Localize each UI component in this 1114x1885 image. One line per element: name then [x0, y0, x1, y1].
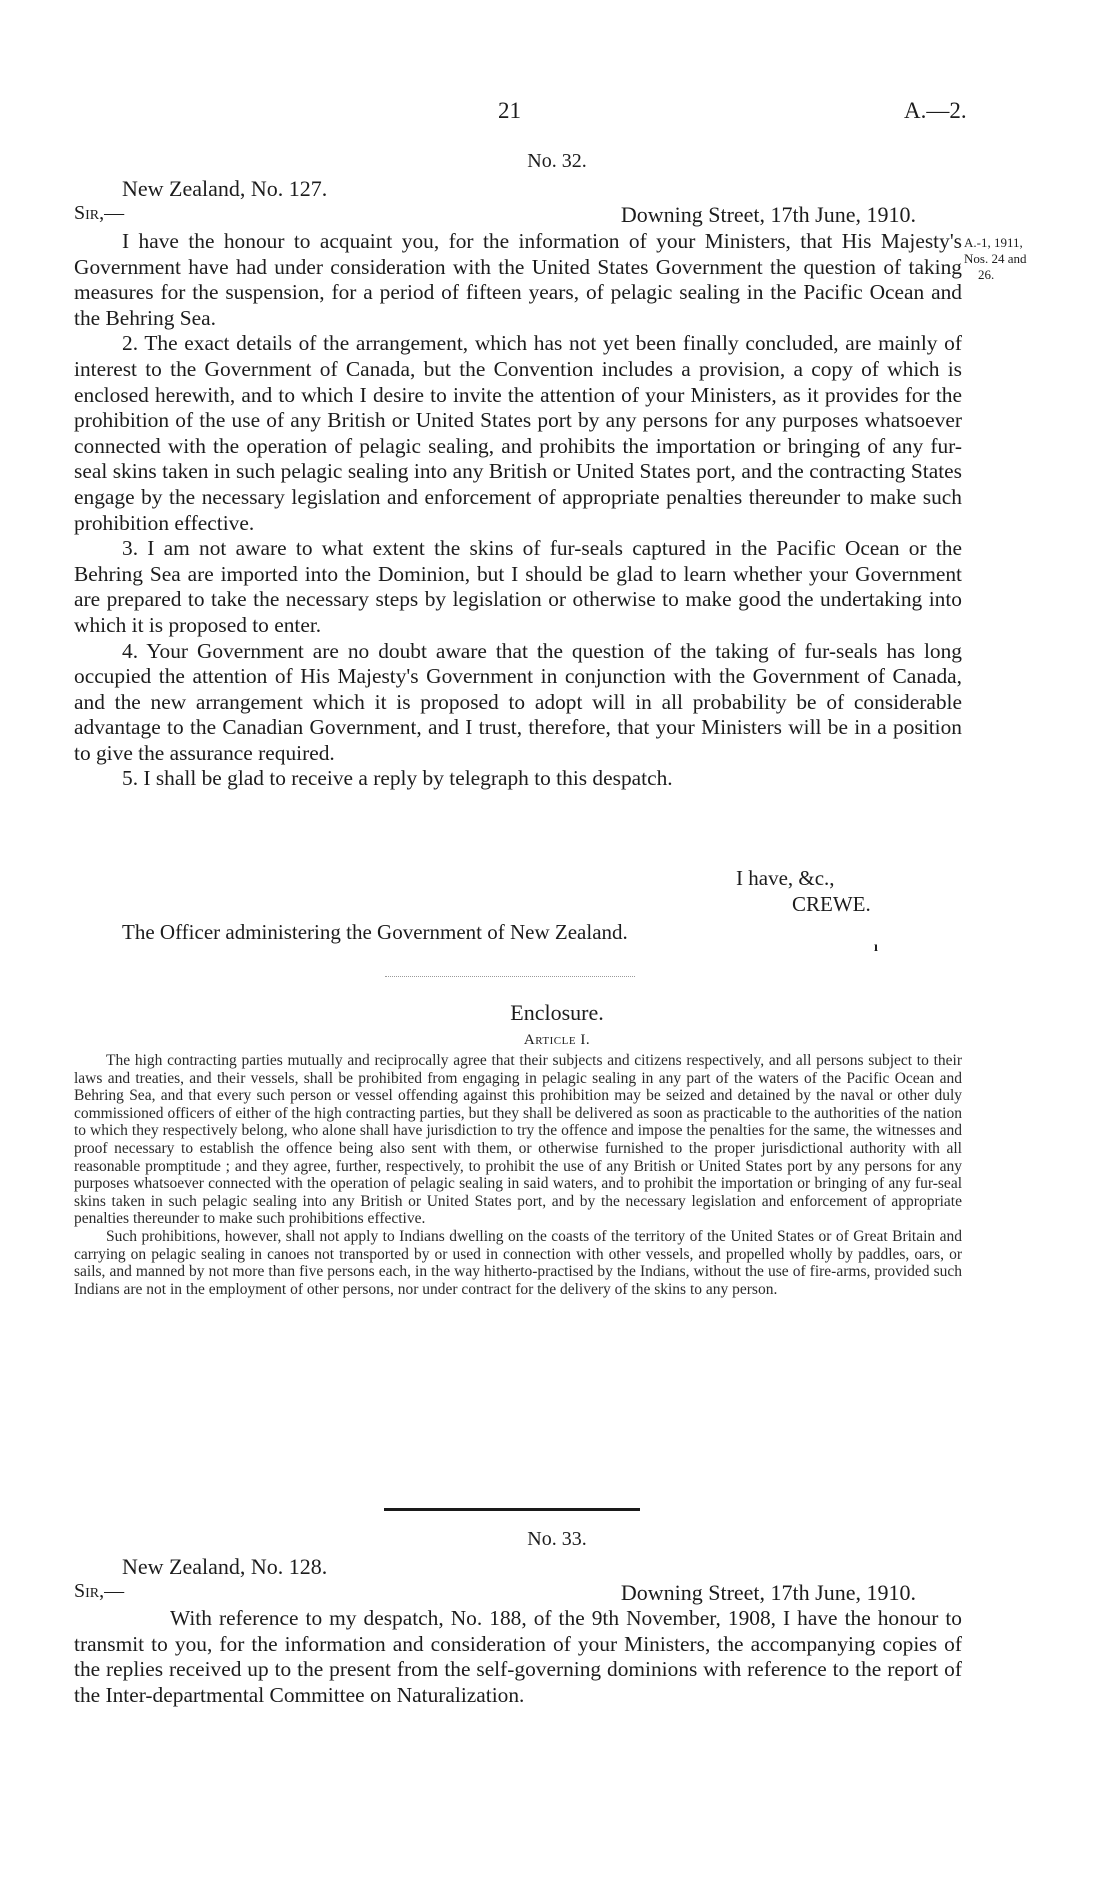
body-paragraph: 3. I am not aware to what extent the skins of fur-seals captured in the Pacific Ocean or the Behring Sea are imported into the Dominion, but I should be glad to learn whether your Government are prepared to take the necessary steps by legislation or otherwise to make good the undertaking into which it is proposed to enter. — [74, 536, 962, 637]
body-paragraph: With reference to my despatch, No. 188, of the 9th November, 1908, I have the honour to transmit to you, for the information and consideration of your Ministers, the accompanying copies of the replies received up to the present from the self-governing dominions with reference to the report of the Inter-departmental Committee on Naturalization. — [74, 1606, 962, 1707]
enclosure-body — [74, 1052, 962, 1298]
dateline: Downing Street, 17th June, 1910. — [620, 1580, 916, 1605]
despatch-body — [74, 229, 962, 792]
margin-note-line: A.-1, 1911, — [964, 235, 1023, 250]
section-rule — [384, 1508, 640, 1511]
signature: CREWE. — [792, 892, 871, 916]
margin-note-line: Nos. 24 and — [964, 251, 1027, 266]
stray-mark: ı — [874, 940, 878, 955]
enclosure-paragraph: Such prohibitions, however, shall not apply to Indians dwelling on the coasts of the territory of the United States or of Great Britain and carrying on pelagic sealing in canoes not transported by or used in connection with other vessels, and propelled wholly by paddles, oars, or sails, and manned by not more than five persons each, in the way hitherto-practised by the Indians, without the use of fire-arms, provided such Indians are not in the employment of other persons, nor under contract for the delivery of the skins to any person. — [74, 1227, 962, 1298]
margin-note-line: 26. — [978, 267, 995, 282]
despatch-number: No. 32. — [527, 150, 587, 172]
article-title: Article I. — [523, 1032, 591, 1048]
despatch-recipient: New Zealand, No. 127. — [122, 176, 328, 201]
document-reference: A.—2. — [904, 98, 967, 123]
despatch-recipient: New Zealand, No. 128. — [122, 1554, 328, 1579]
salutation: Sir,— — [74, 202, 125, 224]
body-paragraph: 2. The exact details of the arrangement, which has not yet been finally concluded, are mainly of interest to the Government of Canada, but the Convention includes a provision, a copy of which is enclosed herewith, and to which I desire to invite the attention of your Ministers, as it provides for the prohibition of the use of any British or United States port by any persons for any purposes whatsoever connected with the operation of pelagic sealing, and prohibits the importation or bringing of any fur-seal skins taken in such pelagic sealing into any British or United States port, and the contracting States engage by the necessary legislation and enforcement of appropriate penalties thereunder to make such prohibition effective. — [74, 331, 962, 535]
despatch-number: No. 33. — [527, 1528, 587, 1550]
margin-note — [964, 235, 1062, 283]
body-paragraph: I have the honour to acquaint you, for the information of your Ministers, that His Majesty's Government have had under consideration with the United States Government the question of taking measures for the suspension, for a period of fifteen years, of pelagic sealing in the Pacific Ocean and the Behring Sea. — [74, 229, 962, 330]
body-paragraph: 5. I shall be glad to receive a reply by telegraph to this despatch. — [122, 766, 673, 791]
salutation: Sir,— — [74, 1580, 125, 1602]
enclosure-title: Enclosure. — [510, 1000, 604, 1025]
addressee: The Officer administering the Government of New Zealand. — [122, 920, 628, 944]
enclosure-paragraph: The high contracting parties mutually and reciprocally agree that their subjects and citizens respectively, and all persons subject to their laws and treaties, and their vessels, shall be prohibited from engaging in pelagic sealing in any part of the waters of the Pacific Ocean and Behring Sea, and that every such person or vessel offending against this prohibition may be seized and detained by the naval or other duly commissioned officers of either of the high contracting parties, but they shall be delivered as soon as practicable to the authorities of the nation to which they respectively belong, who alone shall have jurisdiction to try the offence and impose the penalties for the same, the witnesses and proof necessary to establish the offence being also sent with them, or otherwise furnished to the proper jurisdictional authority with all reasonable promptitude ; and they agree, further, respectively, to prohibit the use of any British or United States port by any persons for any purposes whatsoever connected with the operation of pelagic sealing in said waters, and to prohibit the importation or bringing of any fur-seal skins taken in such pelagic sealing into any British or United States port, and by the necessary legislation and enforcement of appropriate penalties thereunder to make such prohibitions effective. — [74, 1052, 962, 1228]
page-number: 21 — [498, 98, 521, 123]
body-paragraph: 4. Your Government are no doubt aware that the question of the taking of fur-seals has long occupied the attention of His Majesty's Government in conjunction with the Government of Canada, and the new arrangement which it is proposed to adopt will in all probability be of considerable advantage to the Canadian Government, and I trust, therefore, that your Ministers will be in a position to give the assurance required. — [74, 638, 962, 765]
dateline: Downing Street, 17th June, 1910. — [620, 202, 916, 227]
section-divider — [385, 976, 635, 977]
closing-line: I have, &c., — [736, 866, 835, 890]
despatch-body — [74, 1606, 962, 1708]
